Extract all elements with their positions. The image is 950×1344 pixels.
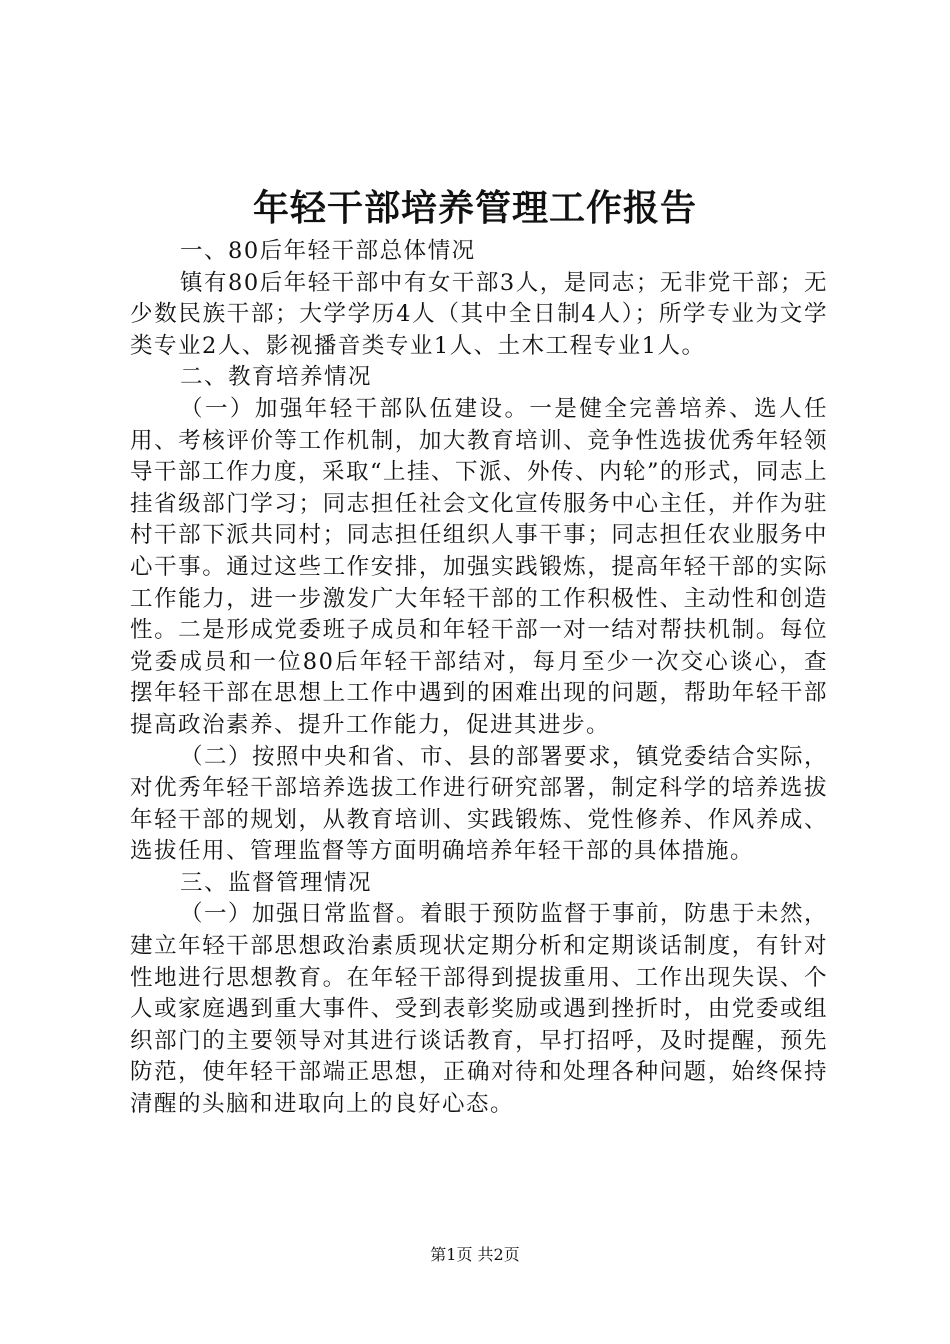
paragraph-education-2: （二）按照中央和省、市、县的部署要求，镇党委结合实际，对优秀年轻干部培养选拔工作进行研究部署，制定科学的培养选拔年轻干部的规划，从教育培训、实践锻炼、党性修养、作风养成、选拔任用、管理监督等方面明确培养年轻干部的具体措施。 (130, 743, 829, 865)
document-body (130, 236, 828, 1121)
section-heading-education: 二、教育培养情况 (180, 364, 373, 391)
paragraph-overview: 镇有80后年轻干部中有女干部3人，是同志；无非党干部；无少数民族干部；大学学历4人（其中全日制4人）；所学专业为文学类专业2人、影视播音类专业1人、土木工程专业1人。 (130, 269, 828, 359)
section-heading-overview: 一、80后年轻干部总体情况 (180, 238, 476, 264)
paragraph-supervision-1: （一）加强日常监督。着眼于预防监督于事前，防患于未然，建立年轻干部思想政治素质现状定期分析和定期谈话制度，有针对性地进行思想教育。在年轻干部得到提拔重用、工作出现失误、个人或家庭遇到重大事件、受到表彰奖励或遇到挫折时，由党委或组织部门的主要领导对其进行谈话教育，早打招呼，及时提醒，预先防范，使年轻干部端正思想，正确对待和处理各种问题，始终保持清醒的头脑和进取向上的良好心态。 (130, 901, 829, 1118)
section-heading-supervision: 三、监督管理情况 (180, 869, 373, 896)
page-number-footer: 第1页 共2页 (430, 1245, 520, 1264)
document-title: 年轻干部培养管理工作报告 (252, 187, 697, 229)
paragraph-education-1: （一）加强年轻干部队伍建设。一是健全完善培养、选人任用、考核评价等工作机制，加大教育培训、竞争性选拔优秀年轻领导干部工作力度，采取“上挂、下派、外传、内轮”的形式，同志上挂省级部门学习；同志担任社会文化宣传服务中心主任，并作为驻村干部下派共同村；同志担任组织人事干事；同志担任农业服务中心干事。通过这些工作安排，加强实践锻炼，提高年轻干部的实际工作能力，进一步激发广大年轻干部的工作积极性、主动性和创造性。二是形成党委班子成员和年轻干部一对一结对帮扶机制。每位党委成员和一位80后年轻干部结对，每月至少一次交心谈心，查摆年轻干部在思想上工作中遇到的困难出现的问题，帮助年轻干部提高政治素养、提升工作能力，促进其进步。 (130, 395, 829, 738)
